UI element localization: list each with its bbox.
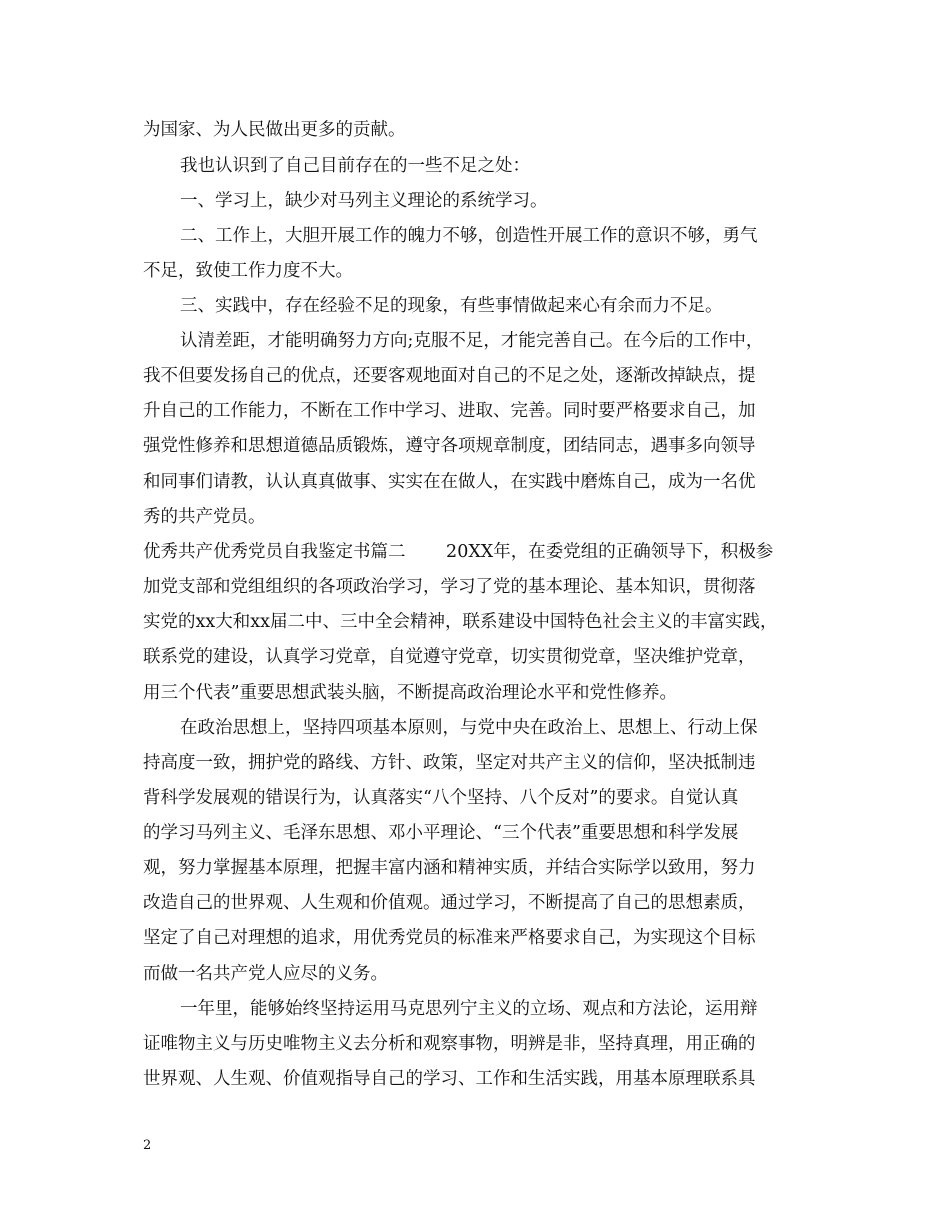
text-line: 升自己的工作能力，不断在工作中学习、进取、完善。同时要严格要求自己，加	[143, 401, 756, 421]
text-line: 观，努力掌握基本原理，把握丰富内涵和精神实质，并结合实际学以致用，努力	[143, 858, 756, 878]
text-line: 实党的xx大和xx届二中、三中全会精神，联系建设中国特色社会主义的丰富实践，	[143, 612, 778, 632]
text-line: 用三个代表”重要思想武装头脑，不断提高政治理论水平和党性修养。	[143, 683, 677, 703]
text-line: 为国家、为人民做出更多的贡献。	[143, 120, 406, 140]
text-line: 坚定了自己对理想的追求，用优秀党员的标准来严格要求自己，为实现这个目标	[143, 928, 756, 948]
text-line: 我也认识到了自己目前存在的一些不足之处：	[180, 156, 530, 176]
text-line: 世界观、人生观、价值观指导自己的学习、工作和生活实践，用基本原理联系具	[143, 1069, 756, 1089]
text-line: 一、学习上，缺少对马列主义理论的系统学习。	[180, 191, 548, 211]
text-line: 背科学发展观的错误行为，认真落实“八个坚持、八个反对”的要求。自觉认真	[143, 788, 739, 808]
text-line: 联系党的建设，认真学习党章，自觉遵守党章，切实贯彻党章，坚决维护党章，	[143, 647, 756, 667]
text-line: 认清差距，才能明确努力方向;克服不足，才能完善自己。在今后的工作中，	[180, 331, 764, 351]
text-line: 加党支部和党组组织的各项政治学习，学习了党的基本理论、基本知识，贯彻落	[143, 577, 756, 597]
text-line: 二、工作上，大胆开展工作的魄力不够，创造性开展工作的意识不够，勇气	[180, 226, 758, 246]
text-line: 不足，致使工作力度不大。	[143, 261, 353, 281]
text-line: 强党性修养和思想道德品质锻炼，遵守各项规章制度，团结同志，遇事多向领导	[143, 436, 756, 456]
text-line: 而做一名共产党人应尽的义务。	[143, 964, 388, 984]
text-line: 证唯物主义与历史唯物主义去分析和观察事物，明辨是非，坚持真理，用正确的	[143, 1034, 756, 1054]
text-line: 和同事们请教，认认真真做事、实实在在做人，在实践中磨炼自己，成为一名优	[143, 472, 756, 492]
text-line: 秀的共产党员。	[143, 507, 266, 527]
page-number: 2	[143, 1138, 152, 1153]
text-line: 的学习马列主义、毛泽东思想、邓小平理论、“三个代表”重要思想和科学发展	[143, 823, 739, 843]
text-line: 一年里，能够始终坚持运用马克思列宁主义的立场、观点和方法论，运用辩	[180, 999, 758, 1019]
text-line: 持高度一致，拥护党的路线、方针、政策，坚定对共产主义的信仰，坚决抵制违	[143, 753, 756, 773]
text-line: 三、实践中，存在经验不足的现象，有些事情做起来心有余而力不足。	[180, 296, 723, 316]
section-heading-line: 优秀共产优秀党员自我鉴定书篇二 20XX年，在委党组的正确领导下，积极参	[143, 542, 774, 562]
text-line: 改造自己的世界观、人生观和价值观。通过学习，不断提高了自己的思想素质，	[143, 893, 756, 913]
text-line: 我不但要发扬自己的优点，还要客观地面对自己的不足之处，逐渐改掉缺点，提	[143, 366, 756, 386]
text-line: 在政治思想上，坚持四项基本原则，与党中央在政治上、思想上、行动上保	[180, 718, 758, 738]
